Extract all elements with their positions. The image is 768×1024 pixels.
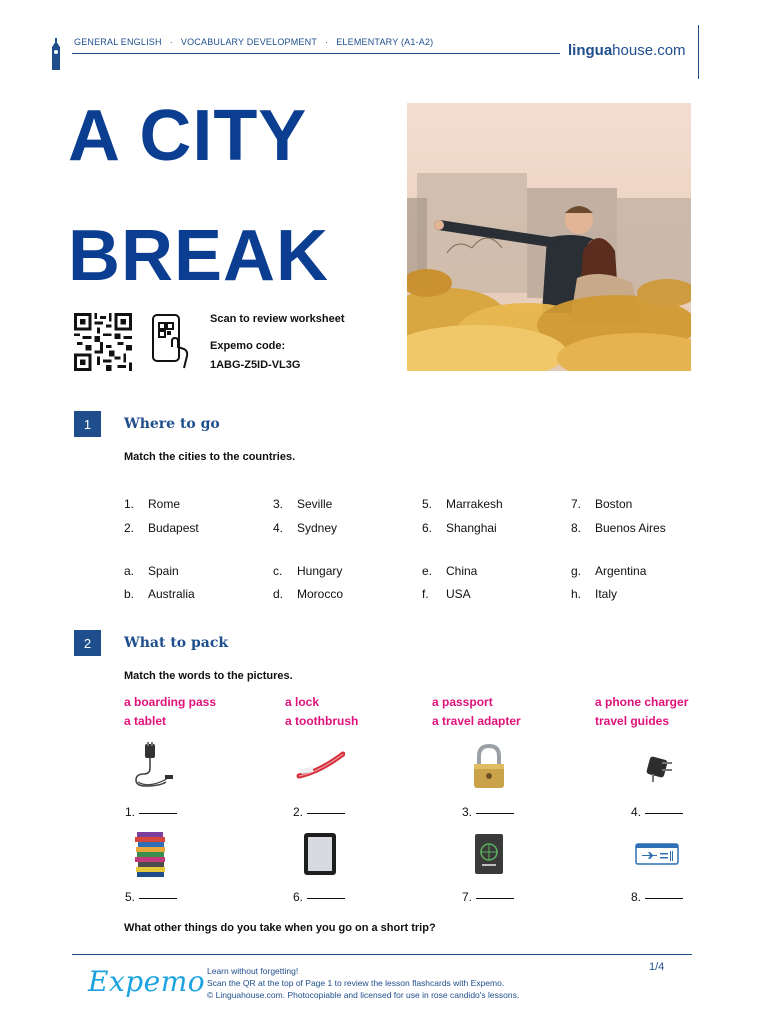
word-phone-charger: a phone charger xyxy=(595,695,689,709)
word-lock: a lock xyxy=(285,695,320,709)
tablet-icon xyxy=(295,830,345,880)
discussion-question: What other things do you take when you go on a short trip? xyxy=(124,922,436,934)
phone-charger-icon xyxy=(127,742,177,792)
city-item: 7. Boston xyxy=(571,497,633,511)
footer-tagline: Learn without forgetting! xyxy=(207,966,299,976)
answer-blank-3[interactable]: 3. xyxy=(462,805,514,819)
country-item: e. China xyxy=(422,564,478,578)
answer-blank-2[interactable]: 2. xyxy=(293,805,345,819)
brand-logo-bold: lingua xyxy=(568,42,613,59)
page-title-line-2: BREAK xyxy=(68,216,330,296)
expemo-code-label: Expemo code: xyxy=(210,340,286,352)
header-vertical-rule xyxy=(698,25,699,79)
travel-adapter-icon xyxy=(632,742,682,792)
city-item: 6. Shanghai xyxy=(422,521,497,535)
city-item: 4. Sydney xyxy=(273,521,338,535)
scan-instruction: Scan to review worksheet xyxy=(210,313,345,325)
section-2-title: What to pack xyxy=(124,635,229,651)
phone-scan-icon xyxy=(150,313,192,371)
answer-blank-4[interactable]: 4. xyxy=(631,805,683,819)
footer-divider xyxy=(72,954,692,955)
answer-blank-7[interactable]: 7. xyxy=(462,890,514,904)
city-item: 1. Rome xyxy=(124,497,181,511)
passport-icon xyxy=(464,830,514,880)
section-2-instruction: Match the words to the pictures. xyxy=(124,670,293,682)
section-1-title: Where to go xyxy=(124,416,220,432)
country-item: h. Italy xyxy=(571,587,618,601)
word-travel-adapter: a travel adapter xyxy=(432,714,521,728)
city-item: 8. Buenos Aires xyxy=(571,521,666,535)
word-passport: a passport xyxy=(432,695,493,709)
answer-blank-6[interactable]: 6. xyxy=(293,890,345,904)
breadcrumb-separator: · xyxy=(325,37,329,47)
breadcrumb-level: ELEMENTARY (A1-A2) xyxy=(336,37,434,47)
word-tablet: a tablet xyxy=(124,714,167,728)
country-item: c. Hungary xyxy=(273,564,343,578)
travel-guides-icon xyxy=(127,830,177,880)
city-item: 5. Marrakesh xyxy=(422,497,503,511)
breadcrumb-topic: VOCABULARY DEVELOPMENT xyxy=(180,37,318,47)
breadcrumb xyxy=(74,37,433,47)
padlock-icon xyxy=(464,742,514,792)
couple-city-photo xyxy=(407,103,691,371)
section-1-instruction: Match the cities to the countries. xyxy=(124,451,296,463)
section-1-number: 1 xyxy=(74,411,101,437)
footer-copyright: © Linguahouse.com. Photocopiable and licensed for use in rose candido's lessons. xyxy=(207,990,520,1000)
expemo-logo[interactable]: Expemo xyxy=(88,965,206,998)
answer-blank-8[interactable]: 8. xyxy=(631,890,683,904)
word-travel-guides: travel guides xyxy=(595,714,670,728)
country-item: g. Argentina xyxy=(571,564,647,578)
word-boarding-pass: a boarding pass xyxy=(124,695,217,709)
answer-blank-1[interactable]: 1. xyxy=(125,805,177,819)
city-item: 3. Seville xyxy=(273,497,333,511)
country-item: f. USA xyxy=(422,587,471,601)
country-item: b. Australia xyxy=(124,587,195,601)
word-toothbrush: a toothbrush xyxy=(285,714,359,728)
country-item: a. Spain xyxy=(124,564,179,578)
footer-qr-note: Scan the QR at the top of Page 1 to review the lesson flashcards with Expemo. xyxy=(207,978,505,988)
city-item: 2. Budapest xyxy=(124,521,199,535)
country-item: d. Morocco xyxy=(273,587,344,601)
header-divider xyxy=(72,53,560,54)
qr-code[interactable] xyxy=(73,313,133,371)
brand-logo-rest: house.com xyxy=(612,42,686,59)
breadcrumb-separator: · xyxy=(169,37,173,47)
toothbrush-icon xyxy=(295,742,345,792)
answer-blank-5[interactable]: 5. xyxy=(125,890,177,904)
page-title-line-1: A CITY xyxy=(68,96,308,176)
expemo-code-value: 1ABG-Z5ID-VL3G xyxy=(210,359,301,371)
breadcrumb-course: GENERAL ENGLISH xyxy=(74,37,162,47)
page-number: 1/4 xyxy=(649,961,665,973)
boarding-pass-icon xyxy=(632,830,682,880)
brand-logo[interactable] xyxy=(568,42,686,59)
big-ben-icon xyxy=(50,38,62,70)
section-2-number: 2 xyxy=(74,630,101,656)
